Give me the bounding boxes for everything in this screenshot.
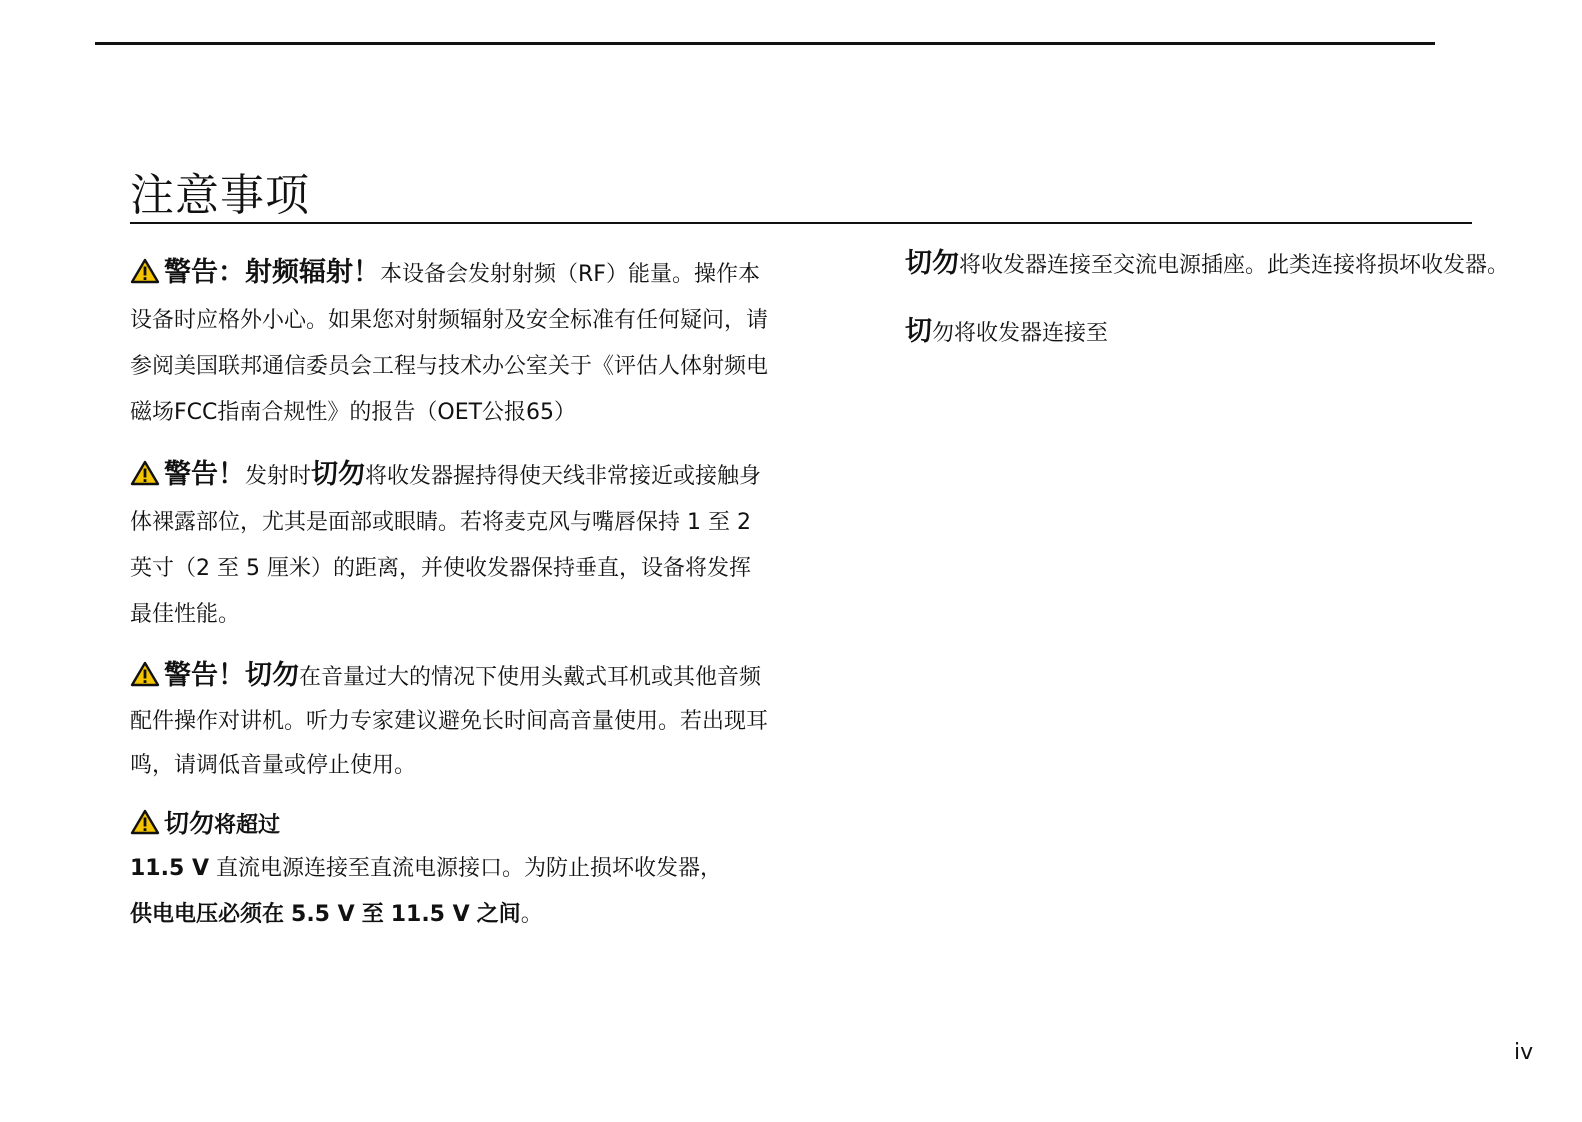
left-column [130,250,770,938]
right-column [905,244,1582,380]
right-text: 将收发器连接至交流电源插座。此类连接将损坏收发器。 [959,253,1510,278]
warning-emphasis: 切勿 [311,459,366,490]
dc-warning-heading [130,804,770,846]
dc-line2-a: 供电电压必须在 [130,902,285,927]
antenna-warning-paragraph [130,452,770,638]
page-title: 注意事项 [130,170,310,221]
warning-label: 警告！ [164,459,245,490]
dc-warning-heading-text: 将超过 [214,813,281,838]
dc-line2-end: 。 [520,902,543,927]
dc-warning-line-2 [130,892,770,938]
warning-label: 警告：射频辐射！ [164,257,380,288]
dc-line1-text: 直流电源连接至直流电源接口。为防止损坏收发器， [215,856,722,881]
warning-triangle-icon [130,661,160,687]
warning-triangle-icon [130,258,160,284]
warning-emphasis: 切勿 [245,660,299,691]
voltage-max: 11.5 V [130,856,209,881]
truncated-warning [905,312,1582,354]
warning-triangle-icon [130,809,160,835]
right-text: 勿将收发器连接至 [932,321,1109,346]
page-number: iv [1514,1040,1534,1065]
warning-text-after: 在音量过大的情况下使用头戴式耳机或其他音频配件操作对讲机。听力专家建议避免长时间高音量使用。若出现耳鸣，请调低音量或停止使用。 [130,665,769,778]
warning-label: 警告！ [164,660,245,691]
right-emphasis: 切勿 [905,248,959,279]
rf-warning-paragraph [130,250,770,436]
dc-line2-b: 至 [361,902,384,927]
voltage-min: 5.5 V [291,902,355,927]
warning-text-before: 发射时 [245,464,312,489]
dc-warning-emphasis: 切勿 [164,809,215,838]
warning-text: 本设备会发射射频（RF）能量。操作本设备时应格外小心。如果您对射频辐射及安全标准有任何疑问，请参阅美国联邦通信委员会工程与技术办公室关于《评估人体射频电磁场FCC指南合规性》的报告（OET公报65） [130,262,769,425]
dc-power-warning [130,804,770,938]
right-emphasis: 切 [905,316,932,347]
header-rule [95,42,1435,45]
warning-text-after: 将收发器握持得使天线非常接近或接触身体裸露部位，尤其是面部或眼睛。若将麦克风与嘴唇保持 1 至 2 英寸（2 至 5 厘米）的距离，并使收发器保持垂直，设备将发挥最佳性能。 [130,464,762,627]
warning-triangle-icon [130,460,160,486]
ac-outlet-warning [905,244,1582,286]
dc-warning-line-1 [130,846,770,892]
title-rule [130,222,1472,224]
dc-line2-c: 之间 [476,902,521,927]
headphone-warning-paragraph [130,654,770,788]
voltage-max-2: 11.5 V [390,902,470,927]
